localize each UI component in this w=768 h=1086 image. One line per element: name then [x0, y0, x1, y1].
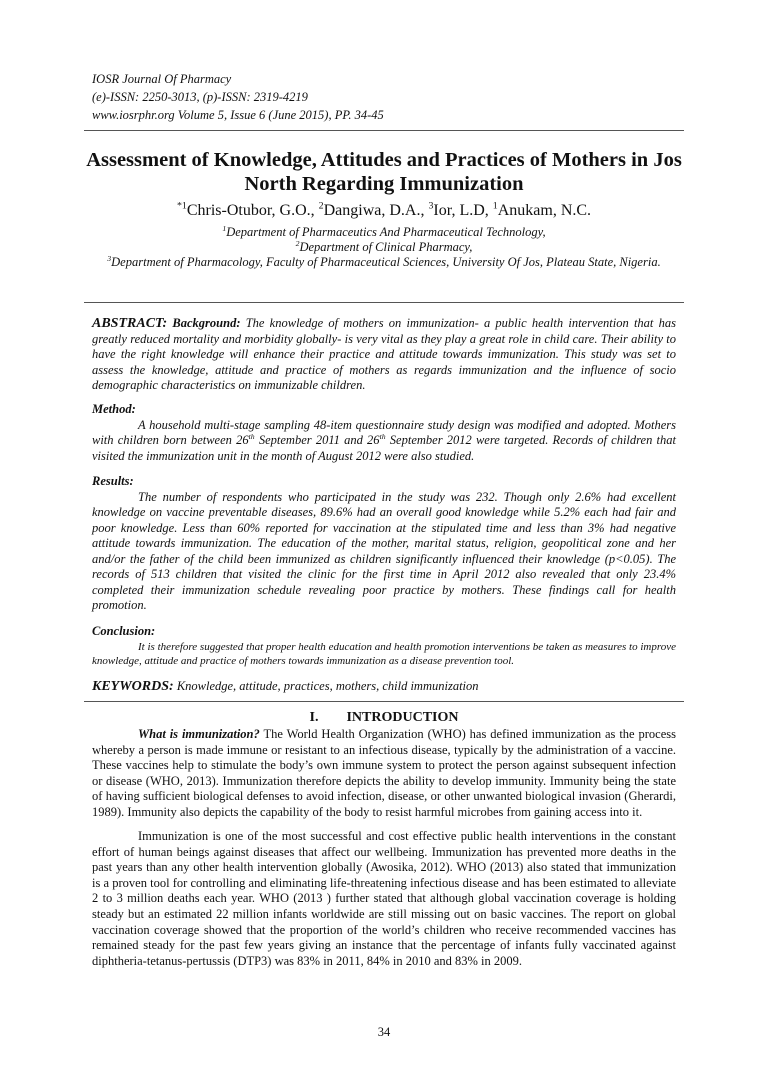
affiliation-sup: 3: [107, 253, 112, 263]
section-title: INTRODUCTION: [346, 710, 459, 725]
abstract-label: ABSTRACT:: [92, 316, 168, 331]
author-sup: 2: [318, 200, 324, 212]
affiliation-text: Department of Pharmaceutics And Pharmaceutical Technology,: [226, 225, 546, 239]
keywords-label: KEYWORDS:: [92, 679, 174, 694]
conclusion-text: It is therefore suggested that proper health education and health promotion interventions be taken as measures to improve knowledge, attitude and practice of mothers towards immunization as a disease prevention tool.: [92, 640, 676, 667]
background-label: Background:: [172, 316, 241, 330]
header-divider: [84, 130, 684, 131]
author-sup: 3: [428, 200, 434, 212]
affiliation-text: Department of Pharmacology, Faculty of Pharmaceutical Sciences, University Of Jos, Plateau State, Nigeria.: [111, 255, 661, 269]
author-name: Dangiwa, D.A.,: [323, 202, 429, 219]
author-sup: 1: [492, 200, 498, 212]
abstract-conclusion: [92, 624, 676, 668]
intro-lead: What is immunization?: [138, 727, 260, 741]
author-list: [84, 201, 684, 221]
method-label: Method:: [92, 402, 136, 416]
method-text: A household multi-stage sampling 48-item questionnaire study design was modified and adopted. Mothers with children born between 26: [92, 417, 676, 447]
journal-issn: (e)-ISSN: 2250-3013, (p)-ISSN: 2319-4219: [92, 90, 308, 104]
journal-header: [92, 70, 384, 124]
method-sup: th: [379, 431, 386, 441]
paper-title: Assessment of Knowledge, Attitudes and Practices of Mothers in Jos North Regarding Immunization: [86, 149, 682, 195]
section-heading: [84, 710, 684, 726]
intro-paragraph-1: [92, 727, 676, 821]
results-text: The number of respondents who participated in the study was 232. Though only 2.6% had excellent knowledge on vaccine preventable diseases, 89.6% had an overall good knowledge while 5.2% each had fair and poor knowledge. Less than 60% reported for vaccination at the stipulated time and less than 3% had negative attitude towards immunization. The education of the mother, marital status, religion, geopolitical zone and her and/or the father of the child been immunized as children significantly influenced their knowledge (p<0.05). The records of 513 children that visited the clinic for the first time in April 2012 also revealed that only 23.4% completed their immunization schedule revealing poor practice by mothers. These findings call for health promotion.: [92, 489, 676, 612]
keywords: [92, 679, 676, 695]
author-name: Chris-Otubor, G.O.,: [186, 202, 319, 219]
abstract-divider: [84, 302, 684, 303]
intro-text: Immunization is one of the most successful and cost effective public health interventions in the constant effort of human beings against diseases that affect our wellbeing. Immunization has prevented more deaths in the past years than any other health intervention globally (Awosika, 2012). WHO (2013) also stated that immunization is a proven tool for controlling and eliminating life-threatening infectious disease and has been estimated to alleviate 2 to 3 million deaths each year. WHO (2013 ) further stated that although global vaccination coverage is holding steady but an estimated 22 million infants worldwide are still missing out on basic vaccines. The report on global vaccination coverage showed that the proportion of the world’s children who receive recommended vaccines has remained steady for the past few years giving an instance that the percentage of infants fully vaccinated against diphtheria-tetanus-pertussis (DTP3) was 83% in 2011, 84% in 2010 and 83% in 2009.: [92, 829, 676, 968]
intro-text: The World Health Organization (WHO) has defined immunization as the process whereby a person is made immune or resistant to an infectious disease, typically by the administration of a vaccine. These vaccines help to stimulate the body’s own immune system to protect the person against subsequent infection or disease (WHO, 2013). Immunization therefore depicts the ability to develop immunity. Immunity being the state of having sufficient biological defenses to avoid infection, disease, or other unwanted biological invasion (Gherardi, 1989). Immunity also depicts the capability of the body to resist harmful microbes from gaining access into it.: [92, 727, 676, 819]
abstract-background: [92, 316, 676, 394]
author-name: Anukam, N.C.: [497, 202, 592, 219]
affiliation-text: Department of Clinical Pharmacy,: [299, 240, 473, 254]
affiliation-sup: 2: [295, 238, 300, 248]
keywords-divider: [84, 701, 684, 702]
method-text: September 2011 and 26: [254, 433, 380, 447]
page-number: 34: [377, 1025, 391, 1039]
intro-paragraph-2: [92, 829, 676, 969]
conclusion-label: Conclusion:: [92, 624, 156, 638]
section-number: I.: [309, 710, 319, 725]
results-label: Results:: [92, 474, 134, 488]
journal-volume: www.iosrphr.org Volume 5, Issue 6 (June 2015), PP. 34-45: [92, 108, 384, 122]
keywords-text: Knowledge, attitude, practices, mothers, child immunization: [176, 679, 479, 693]
journal-name: IOSR Journal Of Pharmacy: [92, 72, 232, 86]
author-sup: *1: [176, 200, 187, 212]
affiliation-sup: 1: [222, 223, 227, 233]
affiliation: [84, 225, 684, 240]
author-name: Ior, L.D,: [433, 202, 493, 219]
affiliation: [60, 255, 708, 270]
background-text: The knowledge of mothers on immunization- a public health intervention that has greatly reduced mortality and morbidity globally- is very vital as they play a great role in child care. Their ability to have the right knowledge will enhance their practice and attitude towards immunization. This study was set to assess the knowledge, attitude and practice of mothers as regards immunization and the influence of socio demographic characteristics on immunizable children.: [92, 316, 676, 392]
method-text: September 2012 were targeted. Records of children that visited the immunization unit in the month of August 2012 were also studied.: [92, 433, 676, 463]
abstract-method: [92, 402, 676, 464]
abstract-results: [92, 474, 676, 614]
method-sup: th: [248, 431, 255, 441]
affiliation: [84, 240, 684, 255]
